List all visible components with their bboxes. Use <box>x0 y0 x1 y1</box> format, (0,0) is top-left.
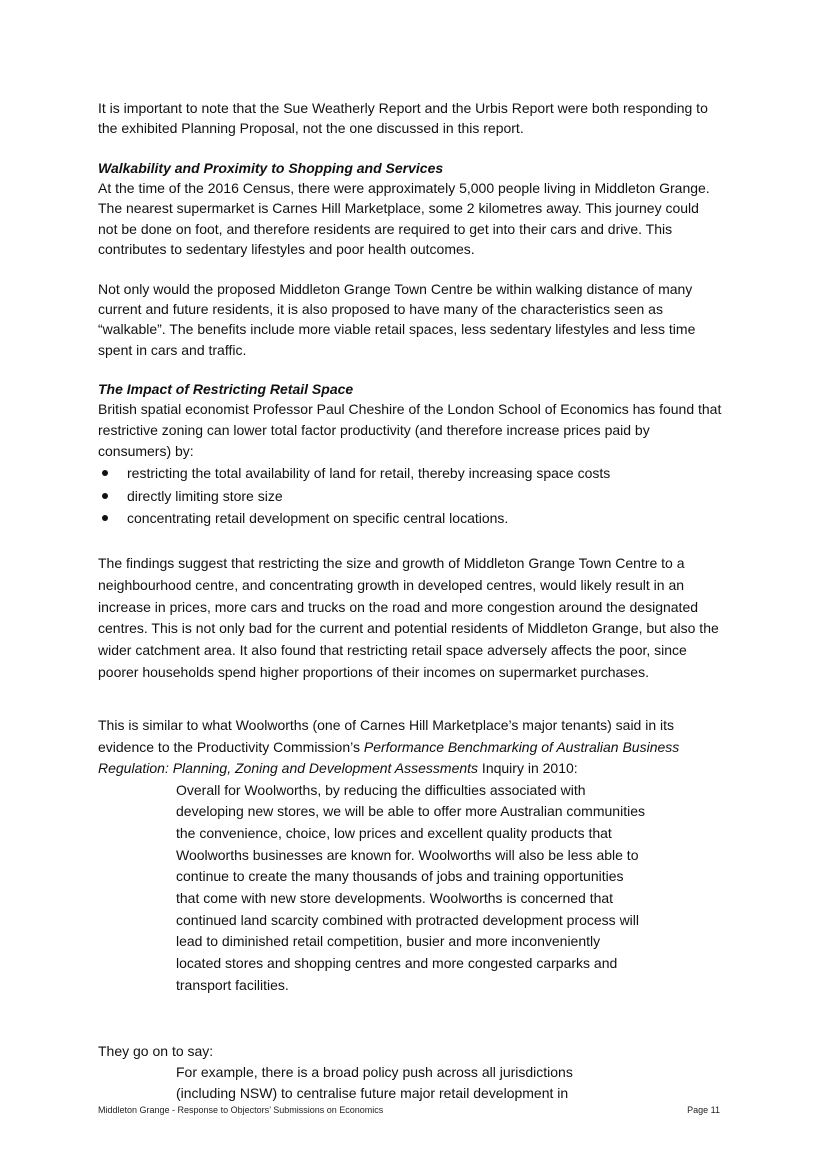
impact-bullet-list <box>98 462 722 530</box>
impact-paragraph-1: British spatial economist Professor Paul Cheshire of the London School of Economics has found that restrictive zoning can lower total factor productivity (and therefore increase prices paid by consumers) by: <box>98 401 722 460</box>
impact-findings <box>98 553 722 684</box>
page-footer <box>98 1104 720 1116</box>
walkability-heading: Walkability and Proximity to Shopping and Services <box>98 160 444 176</box>
woolworths-quote: Overall for Woolworths, by reducing the difficulties associated with developing new stores, we will be able to offer more Australian communities the convenience, choice, low prices and excellent quality products that Woolworths businesses are known for. Woolworths will also be less able to continue to create the many thousands of jobs and training opportunities that come with new store developments. Woolworths is concerned that continued land scarcity combined with protracted development process will lead to diminished retail competition, busier and more inconveniently located stores and shopping centres and more congested carparks and transport facilities. <box>176 781 645 993</box>
impact-paragraph-3 <box>98 715 722 780</box>
impact-paragraph-3-start: This is similar to what Woolworths (one of Carnes Hill Marketplace’s major tenants) said in its evidence to the Productivity Commission’s <box>98 717 675 755</box>
walkability-section-2 <box>98 279 722 360</box>
go-on-paragraph: They go on to say: <box>98 1043 214 1059</box>
list-item: directly limiting store size <box>98 485 722 508</box>
footer-title: Middleton Grange - Response to Objectors’ Submissions on Economics <box>98 1105 384 1115</box>
inquiry-title: Performance Benchmarking of Australian Business Regulation: Planning, Zoning and Development Assessments <box>98 738 680 776</box>
page-number: Page 11 <box>687 1105 720 1115</box>
walkability-section <box>98 158 722 259</box>
list-item: concentrating retail development on specific central locations. <box>98 507 722 530</box>
walkability-paragraph-2: Not only would the proposed Middleton Grange Town Centre be within walking distance of many current and future residents, it is also proposed to have many of the characteristics seen as “walkable”. The benefits include more viable retail spaces, less sedentary lifestyles and less time spent in cars and traffic. <box>98 281 696 358</box>
impact-heading: The Impact of Restricting Retail Space <box>98 381 354 397</box>
body-top <box>98 98 722 138</box>
impact-section <box>98 379 722 530</box>
second-quote: For example, there is a broad policy push across all jurisdictions (including NSW) to centralise future major retail development in <box>176 1064 573 1101</box>
walkability-paragraph-1: At the time of the 2016 Census, there were approximately 5,000 people living in Middleton Grange. The nearest supermarket is Carnes Hill Marketplace, some 2 kilometres away. This journey could not be done on foot, and therefore residents are required to get into their cars and drive. This contributes to sedentary lifestyles and poor health outcomes. <box>98 180 710 257</box>
impact-paragraph-2: The findings suggest that restricting the size and growth of Middleton Grange Town Centre to a neighbourhood centre, and concentrating growth in developed centres, would likely result in an increase in prices, more cars and trucks on the road and more congestion around the designated centres. This is not only bad for the current and potential residents of Middleton Grange, but also the wider catchment area. It also found that restricting retail space adversely affects the poor, since poorer households spend higher proportions of their incomes on supermarket purchases. <box>98 555 719 680</box>
list-item: restricting the total availability of land for retail, thereby increasing space costs <box>98 462 722 485</box>
intro-paragraph: It is important to note that the Sue Weatherly Report and the Urbis Report were both responding to the exhibited Planning Proposal, not the one discussed in this report. <box>98 100 708 137</box>
impact-paragraph-3-end: Inquiry in 2010: <box>478 760 578 776</box>
go-on-section <box>98 1041 722 1104</box>
woolworths-section <box>98 715 722 997</box>
